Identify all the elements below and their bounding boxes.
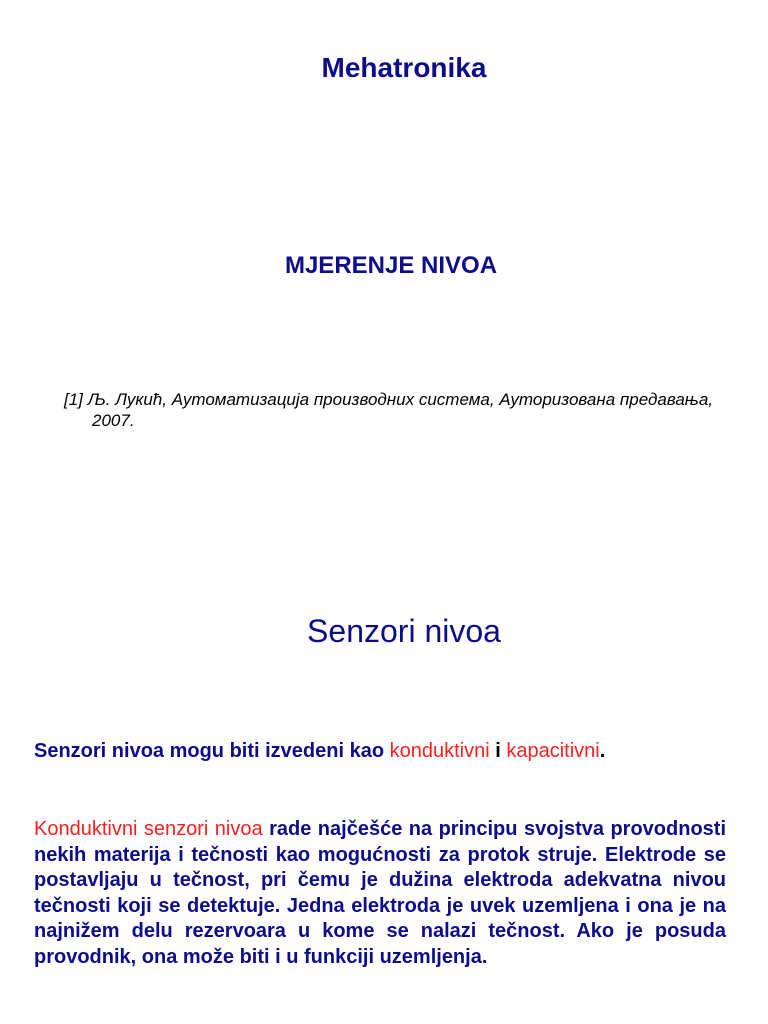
period-text: . bbox=[599, 740, 606, 762]
section-title: MJERENJE NIVOA bbox=[284, 252, 498, 279]
intro-paragraph bbox=[34, 739, 726, 765]
highlight-kapacitivni: kapacitivni bbox=[506, 740, 600, 762]
document-title: Mehatronika bbox=[321, 52, 487, 83]
highlight-conductive-sensors: Konduktivni senzori nivoa bbox=[34, 818, 263, 840]
intro-text: Senzori nivoa mogu biti izvedeni kao bbox=[34, 740, 390, 762]
highlight-konduktivni: konduktivni bbox=[389, 740, 490, 762]
conductive-paragraph bbox=[34, 817, 726, 970]
conductive-description: rade najčešće na principu svojstva provodnosti nekih materija i tečnosti kao mogućnosti za protok struje. Elektrode se postavljaju u tečnost, pri čemu je dužina elektroda adekvatna nivou tečnosti koji se detektuje. Jedna elektroda je uvek uzemljena i ona je na najnižem delu rezervoara u kome se nalazi tečnost. Ako je posuda provodnik, ona može biti i u funkciji uzemljenja. bbox=[34, 818, 727, 968]
connector-text: i bbox=[489, 740, 507, 762]
reference-citation: [1] Љ. Лукић, Аутоматизација производних система, Ауторизована предавања, 2007. bbox=[64, 390, 714, 430]
slide-title: Senzori nivoa bbox=[307, 613, 501, 649]
